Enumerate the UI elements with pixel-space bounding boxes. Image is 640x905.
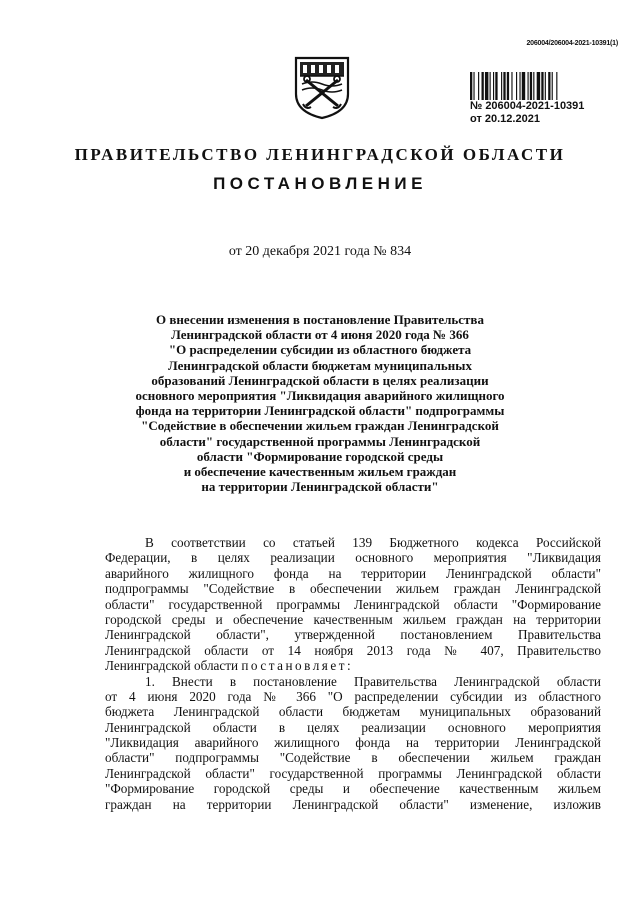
barcode [470, 72, 610, 100]
subject-line: фонда на территории Ленинградской области" подпрограммы [135, 403, 505, 419]
government-title: ПРАВИТЕЛЬСТВО ЛЕНИНГРАДСКОЙ ОБЛАСТИ [74, 145, 566, 164]
document-body [105, 535, 601, 812]
registration-date: от 20.12.2021 [470, 113, 540, 125]
body-line: городской среды и обеспечение качественным жильем граждан на территории [105, 611, 601, 627]
subject-line: образований Ленинградской области в целях реализации [151, 372, 489, 388]
body-line-text: Ленинградской области [105, 658, 239, 674]
subject-line: О внесении изменения в постановление Правительства [156, 312, 484, 327]
body-line: бюджета Ленинградской области бюджетам муниципальных образований [105, 704, 601, 720]
registration-number: № 206004-2021-10391 [470, 100, 585, 112]
subject-line: "Содействие в обеспечении жильем граждан Ленинградской [141, 418, 499, 434]
body-line: области" подпрограммы "Содействие в обеспечении жильем граждан [105, 750, 601, 766]
document-date-number: от 20 декабря 2021 года № 834 [228, 244, 412, 259]
body-line: граждан на территории Ленинградской области" изменение, изложив [105, 796, 601, 812]
document-type-heading: ПОСТАНОВЛЕНИЕ [213, 174, 427, 193]
body-line: Федерации, в целях реализации основного мероприятия "Ликвидация [105, 550, 601, 566]
subject-line: области "Формирование городской среды [196, 448, 444, 464]
body-line: "Ликвидация аварийного жилищного фонда на территории Ленинградской [105, 735, 601, 751]
body-line: подпрограммы "Содействие в обеспечении жильем граждан Ленинградской [105, 581, 601, 597]
coat-of-arms-emblem [290, 54, 354, 120]
body-line: В соответствии со статьей 139 Бюджетного кодекса Российской [145, 535, 601, 550]
body-line: аварийного жилищного фонда на территории Ленинградской области" [105, 565, 601, 581]
registration-block [470, 72, 610, 126]
subject-line: основного мероприятия "Ликвидация аварийного жилищного [135, 388, 505, 404]
body-line: "Формирование городской среды и обеспечение качественным жильем [105, 781, 601, 797]
body-line: от 4 июня 2020 года № 366 "О распределении субсидии из областного [105, 688, 601, 704]
subject-line: Ленинградской области от 4 июня 2020 года № 366 [171, 327, 469, 343]
subject-line: на территории Ленинградской области" [201, 479, 439, 495]
subject-line: области" государственной программы Ленинградской [159, 433, 481, 449]
body-line: 1. Внести в постановление Правительства Ленинградской области [145, 673, 601, 689]
document-subject [120, 312, 520, 494]
body-line: Ленинградской области" государственной программы Ленинградской области [105, 765, 601, 781]
subject-line: "О распределении субсидии из областного бюджета [168, 342, 472, 358]
subject-line: и обеспечение качественным жильем граждан [183, 464, 457, 480]
body-line: Ленинградской области в целях реализации основного мероприятия [105, 719, 601, 735]
body-line [105, 658, 601, 673]
body-line: Ленинградской области", утвержденной постановлением Правительства [105, 627, 601, 643]
body-line: Ленинградской области от 14 ноября 2013 года № 407, Правительство [105, 642, 601, 658]
document-reference-number: 206004/206004-2021-10391(1) [526, 40, 618, 47]
subject-line: Ленинградской области бюджетам муниципальных [168, 357, 472, 373]
decree-word: постановляет: [241, 658, 354, 674]
body-line: области" государственной программы Ленинградской области "Формирование [105, 596, 601, 612]
